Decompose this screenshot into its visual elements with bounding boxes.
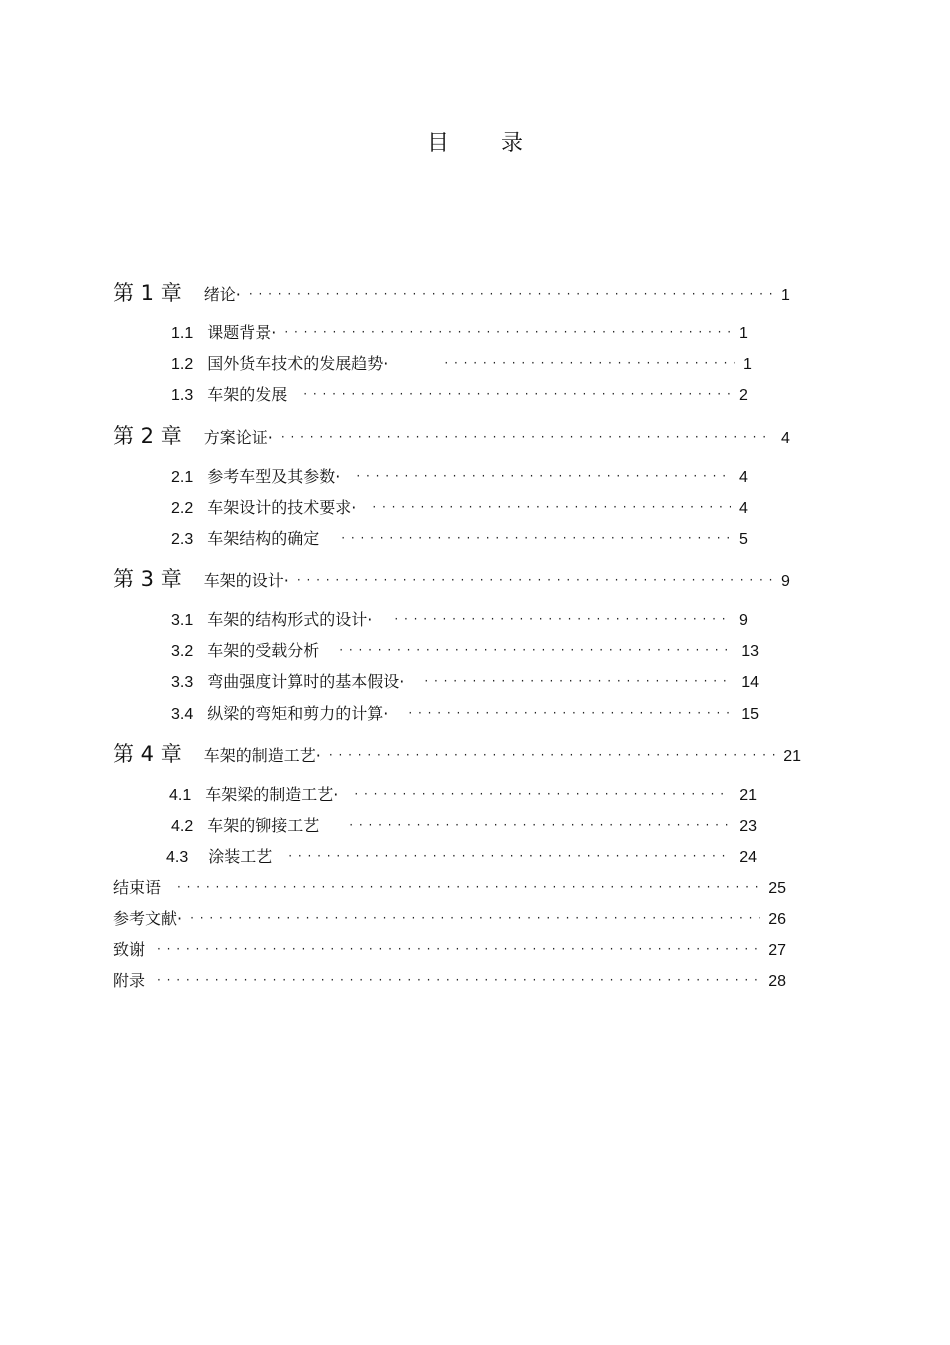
section-title: 车架的发展	[207, 385, 288, 404]
toc-chapter-2[interactable]	[113, 420, 791, 450]
toc-appendix[interactable]	[113, 968, 786, 991]
section-number: 4.1	[169, 787, 192, 804]
dot-leader	[177, 880, 760, 894]
page-number: 25	[768, 880, 786, 897]
page-number: 14	[741, 674, 759, 691]
section-number: 1.2	[171, 356, 194, 373]
chapter-title: 方案论证·	[203, 428, 273, 447]
dot-leader	[424, 674, 733, 688]
toc-section-4-2[interactable]	[171, 813, 757, 836]
toc-references[interactable]	[113, 906, 786, 929]
page-number: 2	[739, 387, 748, 404]
dot-leader	[356, 469, 731, 483]
toc-chapter-3[interactable]	[113, 563, 791, 593]
section-title: 纵梁的弯矩和剪力的计算·	[207, 704, 389, 723]
dot-leader	[284, 325, 731, 339]
dot-leader	[249, 287, 773, 301]
dot-leader	[329, 748, 775, 762]
chapter-title: 车架的制造工艺·	[203, 746, 321, 765]
page-number: 21	[783, 748, 801, 765]
section-number: 1.1	[171, 325, 194, 342]
dot-leader	[281, 430, 773, 444]
toc-chapter-4[interactable]	[113, 738, 801, 768]
dot-leader	[190, 911, 760, 925]
entry-title: 附录	[113, 971, 146, 990]
chapter-label: 第 4 章	[113, 742, 182, 766]
section-number: 4.3	[166, 849, 189, 866]
chapter-label: 第 1 章	[113, 281, 182, 305]
page-number: 21	[739, 787, 757, 804]
page-number: 9	[781, 573, 790, 590]
page-number: 26	[768, 911, 786, 928]
toc-section-3-4[interactable]	[171, 701, 759, 724]
section-title: 车架梁的制造工艺·	[205, 785, 339, 804]
toc-thanks[interactable]	[113, 937, 786, 960]
page-number: 13	[741, 643, 759, 660]
toc-section-2-3[interactable]	[171, 526, 749, 549]
dot-leader	[303, 387, 731, 401]
section-title: 车架设计的技术要求·	[207, 498, 357, 517]
page-number: 28	[768, 973, 786, 990]
dot-leader	[444, 356, 735, 370]
section-title: 涂装工艺	[208, 847, 273, 866]
chapter-title: 绪论·	[203, 285, 241, 304]
entry-title: 结束语	[113, 878, 162, 897]
page-number: 1	[781, 287, 790, 304]
toc-conclusion[interactable]	[113, 875, 786, 898]
page-number: 24	[739, 849, 757, 866]
section-number: 2.1	[171, 469, 194, 486]
section-number: 3.2	[171, 643, 194, 660]
title-char-right: 录	[501, 131, 524, 156]
dot-leader	[341, 531, 731, 545]
dot-leader	[349, 818, 731, 832]
chapter-label: 第 3 章	[113, 567, 182, 591]
page-number: 27	[768, 942, 786, 959]
toc-section-3-3[interactable]	[171, 669, 759, 692]
page-number: 1	[743, 356, 752, 373]
dot-leader	[157, 973, 760, 987]
page-number: 5	[739, 531, 748, 548]
dot-leader	[288, 849, 731, 863]
dot-leader	[394, 612, 731, 626]
section-title: 国外货车技术的发展趋势·	[207, 354, 389, 373]
toc-section-4-3[interactable]	[166, 844, 757, 867]
section-number: 3.1	[171, 612, 194, 629]
section-number: 1.3	[171, 387, 194, 404]
section-title: 车架的结构形式的设计·	[207, 610, 373, 629]
section-title: 参考车型及其参数·	[207, 467, 341, 486]
chapter-label: 第 2 章	[113, 424, 182, 448]
section-number: 4.2	[171, 818, 194, 835]
dot-leader	[339, 643, 733, 657]
section-title: 车架的受载分析	[207, 641, 320, 660]
page-number: 9	[739, 612, 748, 629]
toc-section-2-2[interactable]	[171, 495, 749, 518]
page-number: 23	[739, 818, 757, 835]
page-number: 15	[741, 706, 759, 723]
section-number: 3.3	[171, 674, 194, 691]
toc-section-1-2[interactable]	[171, 351, 753, 374]
dot-leader	[372, 500, 731, 514]
dot-leader	[354, 787, 731, 801]
section-title: 课题背景·	[207, 323, 277, 342]
title-char-left: 目	[426, 131, 449, 156]
toc-section-4-1[interactable]	[169, 782, 757, 805]
section-number: 3.4	[171, 706, 194, 723]
toc-section-2-1[interactable]	[171, 464, 749, 487]
page-title	[0, 126, 950, 157]
toc-section-3-2[interactable]	[171, 638, 759, 661]
entry-title: 参考文献·	[113, 909, 183, 928]
page-number: 1	[739, 325, 748, 342]
toc-section-1-1[interactable]	[171, 320, 749, 343]
page-number: 4	[739, 500, 748, 517]
section-title: 车架的铆接工艺	[207, 816, 320, 835]
dot-leader	[297, 573, 773, 587]
toc-chapter-1[interactable]	[113, 277, 791, 307]
toc-section-3-1[interactable]	[171, 607, 749, 630]
section-number: 2.2	[171, 500, 194, 517]
entry-title: 致谢	[113, 940, 146, 959]
dot-leader	[157, 942, 760, 956]
page-number: 4	[781, 430, 790, 447]
chapter-title: 车架的设计·	[203, 571, 289, 590]
section-title: 车架结构的确定	[207, 529, 320, 548]
dot-leader	[408, 706, 733, 720]
toc-section-1-3[interactable]	[171, 382, 749, 405]
section-title: 弯曲强度计算时的基本假设·	[207, 672, 405, 691]
section-number: 2.3	[171, 531, 194, 548]
page-number: 4	[739, 469, 748, 486]
